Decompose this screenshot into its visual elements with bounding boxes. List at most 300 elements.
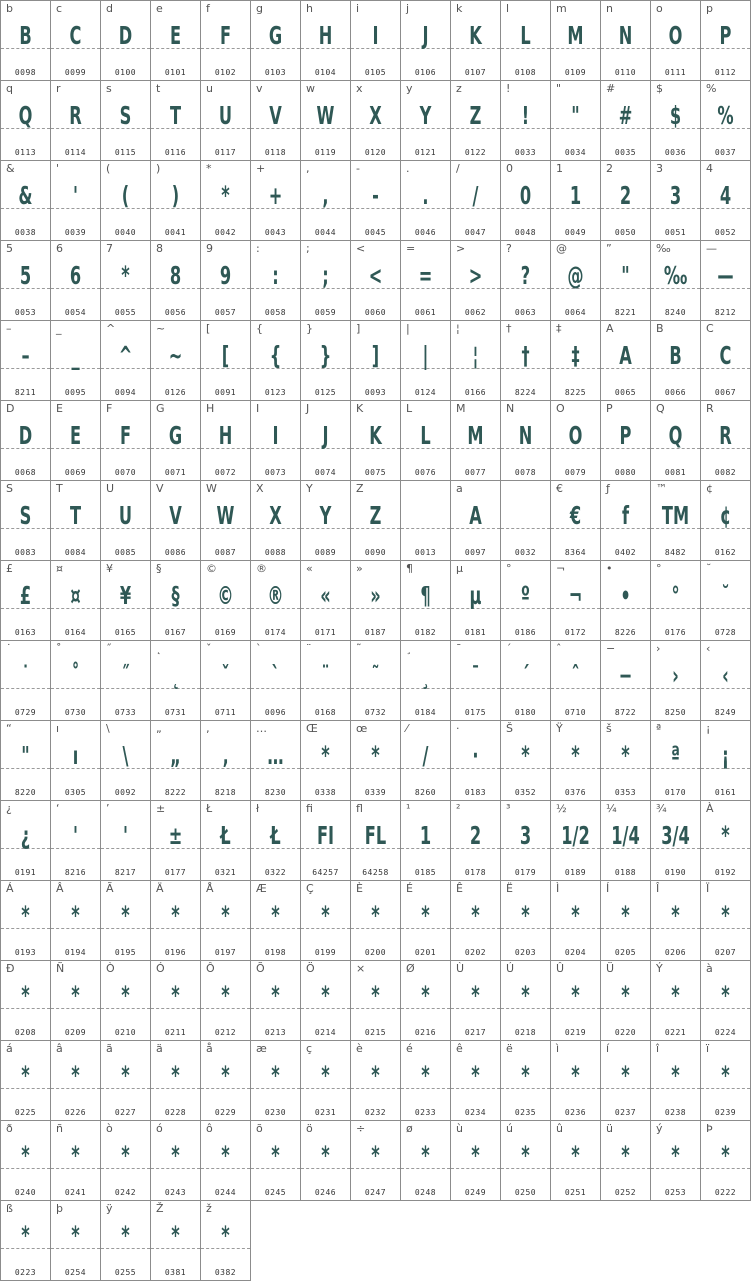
glyph-cell[interactable]	[200, 480, 251, 561]
glyph-cell[interactable]	[650, 560, 701, 641]
glyph-cell[interactable]	[500, 320, 551, 401]
glyph-preview: *	[121, 901, 130, 930]
glyph-cell[interactable]	[50, 960, 101, 1041]
glyph-cell[interactable]	[250, 160, 301, 241]
glyph-cell[interactable]	[350, 240, 401, 321]
glyph-cell[interactable]	[50, 400, 101, 481]
glyph-cell[interactable]	[600, 400, 651, 481]
glyph-preview: *	[571, 901, 580, 930]
glyph-preview: 3	[519, 821, 532, 850]
glyph-cell[interactable]	[700, 560, 751, 641]
glyph-cell[interactable]	[50, 1120, 101, 1201]
glyph-cell[interactable]	[450, 80, 501, 161]
glyph-cell[interactable]	[550, 880, 601, 961]
glyph-cell[interactable]	[0, 160, 51, 241]
glyph-cell[interactable]	[0, 80, 51, 161]
glyph-cell[interactable]	[500, 560, 551, 641]
glyph-cell[interactable]	[700, 80, 751, 161]
glyph-cell[interactable]	[350, 720, 401, 801]
glyph-cell[interactable]	[50, 0, 101, 81]
glyph-cell[interactable]	[50, 1200, 101, 1281]
glyph-cell[interactable]	[50, 720, 101, 801]
glyph-cell[interactable]	[450, 400, 501, 481]
glyph-cell[interactable]	[550, 160, 601, 241]
glyph-cell[interactable]	[450, 0, 501, 81]
glyph-label: ”	[606, 242, 612, 255]
glyph-cell[interactable]	[100, 0, 151, 81]
glyph-cell[interactable]	[400, 1040, 451, 1121]
glyph-cell[interactable]	[50, 240, 101, 321]
glyph-label: U	[106, 482, 115, 495]
glyph-cell[interactable]	[300, 400, 351, 481]
glyph-cell[interactable]	[150, 640, 201, 721]
glyph-cell[interactable]	[250, 1120, 301, 1201]
glyph-cell[interactable]	[150, 320, 201, 401]
glyph-cell[interactable]	[50, 1040, 101, 1121]
glyph-cell[interactable]	[450, 880, 501, 961]
glyph-cell[interactable]	[650, 240, 701, 321]
glyph-cell[interactable]	[200, 240, 251, 321]
glyph-cell[interactable]	[400, 720, 451, 801]
glyph-cell[interactable]	[300, 1040, 351, 1121]
glyph-cell[interactable]	[600, 640, 651, 721]
glyph-cell[interactable]	[450, 720, 501, 801]
glyph-cell[interactable]	[350, 640, 401, 721]
glyph-cell[interactable]	[100, 560, 151, 641]
glyph-code: 8226	[614, 628, 637, 637]
glyph-cell[interactable]	[500, 1120, 551, 1201]
glyph-label: Ú	[506, 962, 515, 975]
glyph-cell[interactable]	[100, 480, 151, 561]
glyph-label: 4	[706, 162, 713, 175]
glyph-cell[interactable]	[50, 320, 101, 401]
glyph-cell[interactable]	[400, 800, 451, 881]
glyph-cell[interactable]	[0, 880, 51, 961]
glyph-cell[interactable]	[500, 480, 551, 561]
glyph-label: —	[706, 242, 717, 255]
glyph-cell[interactable]	[150, 240, 201, 321]
glyph-cell[interactable]	[300, 1120, 351, 1201]
glyph-cell[interactable]	[300, 640, 351, 721]
glyph-cell[interactable]	[350, 160, 401, 241]
glyph-cell[interactable]	[550, 640, 601, 721]
glyph-cell[interactable]	[400, 480, 451, 561]
glyph-cell[interactable]	[350, 560, 401, 641]
glyph-cell[interactable]	[500, 160, 551, 241]
glyph-cell[interactable]	[250, 240, 301, 321]
glyph-cell[interactable]	[350, 400, 401, 481]
glyph-cell[interactable]	[300, 800, 351, 881]
glyph-cell[interactable]	[700, 240, 751, 321]
glyph-cell[interactable]	[350, 0, 401, 81]
glyph-cell[interactable]	[200, 960, 251, 1041]
glyph-cell[interactable]	[200, 880, 251, 961]
glyph-cell[interactable]	[200, 400, 251, 481]
glyph-preview: *	[71, 981, 80, 1010]
glyph-label: L	[406, 402, 413, 415]
glyph-label: Ê	[456, 882, 463, 895]
glyph-preview: »	[370, 581, 381, 610]
glyph-cell[interactable]	[650, 0, 701, 81]
glyph-cell[interactable]	[450, 1040, 501, 1121]
glyph-cell[interactable]	[150, 80, 201, 161]
glyph-cell[interactable]	[450, 560, 501, 641]
glyph-label: s	[106, 82, 112, 95]
glyph-code: 0178	[464, 868, 487, 877]
glyph-cell[interactable]	[550, 480, 601, 561]
glyph-cell[interactable]	[50, 640, 101, 721]
glyph-cell[interactable]	[200, 320, 251, 401]
glyph-cell[interactable]	[650, 80, 701, 161]
glyph-label: ¶	[406, 562, 413, 575]
glyph-cell[interactable]	[300, 160, 351, 241]
glyph-cell[interactable]	[200, 0, 251, 81]
glyph-cell[interactable]	[600, 800, 651, 881]
glyph-cell[interactable]	[100, 720, 151, 801]
glyph-code: 0203	[514, 948, 537, 957]
glyph-cell[interactable]	[50, 160, 101, 241]
glyph-cell[interactable]	[650, 160, 701, 241]
glyph-cell[interactable]	[250, 1040, 301, 1121]
glyph-cell[interactable]	[250, 640, 301, 721]
glyph-label: r	[56, 82, 61, 95]
glyph-code: 0232	[364, 1108, 387, 1117]
glyph-cell[interactable]	[200, 80, 251, 161]
glyph-cell[interactable]	[600, 240, 651, 321]
glyph-label: ÷	[356, 1122, 366, 1135]
glyph-cell[interactable]	[450, 240, 501, 321]
glyph-cell[interactable]	[50, 880, 101, 961]
glyph-cell[interactable]	[600, 560, 651, 641]
glyph-cell[interactable]	[250, 800, 301, 881]
glyph-cell[interactable]	[450, 320, 501, 401]
glyph-cell[interactable]	[400, 880, 451, 961]
glyph-cell[interactable]	[600, 960, 651, 1041]
glyph-cell[interactable]	[0, 0, 51, 81]
glyph-cell[interactable]	[150, 480, 201, 561]
glyph-cell[interactable]	[650, 880, 701, 961]
glyph-label: í	[606, 1042, 610, 1055]
glyph-preview: *	[571, 1141, 580, 1170]
glyph-cell[interactable]	[350, 80, 401, 161]
glyph-cell[interactable]	[100, 800, 151, 881]
glyph-code: 0218	[514, 1028, 537, 1037]
glyph-cell[interactable]	[100, 1120, 151, 1201]
glyph-cell[interactable]	[500, 0, 551, 81]
glyph-cell[interactable]	[250, 880, 301, 961]
glyph-cell[interactable]	[350, 480, 401, 561]
glyph-preview: *	[21, 981, 30, 1010]
glyph-label: ³	[506, 802, 511, 815]
glyph-code: 0732	[364, 708, 387, 717]
glyph-cell[interactable]	[100, 1040, 151, 1121]
glyph-label: ‘	[56, 802, 60, 815]
glyph-cell[interactable]	[700, 1040, 751, 1121]
glyph-cell[interactable]	[550, 400, 601, 481]
glyph-cell[interactable]	[400, 80, 451, 161]
glyph-cell[interactable]	[700, 880, 751, 961]
glyph-cell[interactable]	[700, 320, 751, 401]
glyph-cell[interactable]	[0, 480, 51, 561]
glyph-cell[interactable]	[200, 1040, 251, 1121]
glyph-cell[interactable]	[500, 1040, 551, 1121]
glyph-cell[interactable]	[450, 800, 501, 881]
glyph-label: µ	[456, 562, 463, 575]
glyph-preview: ¶	[420, 581, 431, 610]
glyph-cell[interactable]	[300, 0, 351, 81]
glyph-cell[interactable]	[50, 480, 101, 561]
glyph-cell[interactable]	[100, 320, 151, 401]
glyph-cell[interactable]	[500, 960, 551, 1041]
glyph-preview: 1	[569, 181, 582, 210]
glyph-code: 0115	[114, 148, 137, 157]
glyph-cell[interactable]	[50, 560, 101, 641]
glyph-label: ¥	[106, 562, 113, 575]
glyph-cell[interactable]	[550, 320, 601, 401]
glyph-code: 0094	[114, 388, 137, 397]
glyph-cell[interactable]	[550, 240, 601, 321]
glyph-cell[interactable]	[50, 80, 101, 161]
glyph-cell[interactable]	[400, 640, 451, 721]
glyph-cell[interactable]	[200, 1120, 251, 1201]
glyph-label: ©	[206, 562, 217, 575]
glyph-label: e	[156, 2, 163, 15]
glyph-cell[interactable]	[550, 960, 601, 1041]
glyph-cell[interactable]	[250, 720, 301, 801]
glyph-code: 0238	[664, 1108, 687, 1117]
glyph-cell[interactable]	[250, 400, 301, 481]
glyph-cell[interactable]	[300, 720, 351, 801]
glyph-cell[interactable]	[100, 80, 151, 161]
glyph-cell[interactable]	[500, 720, 551, 801]
glyph-cell[interactable]	[350, 960, 401, 1041]
glyph-cell[interactable]	[450, 480, 501, 561]
glyph-cell[interactable]	[150, 560, 201, 641]
glyph-cell[interactable]	[350, 1040, 401, 1121]
glyph-cell[interactable]	[500, 800, 551, 881]
glyph-code: 0175	[464, 708, 487, 717]
glyph-preview: *	[621, 981, 630, 1010]
glyph-cell[interactable]	[50, 800, 101, 881]
glyph-cell[interactable]	[500, 400, 551, 481]
glyph-cell[interactable]	[100, 240, 151, 321]
glyph-cell[interactable]	[400, 320, 451, 401]
glyph-label: -	[356, 162, 360, 175]
glyph-cell[interactable]	[700, 480, 751, 561]
glyph-label: û	[556, 1122, 563, 1135]
glyph-cell[interactable]	[350, 800, 401, 881]
glyph-preview: *	[621, 1141, 630, 1170]
glyph-cell[interactable]	[600, 880, 651, 961]
glyph-cell[interactable]	[400, 960, 451, 1041]
glyph-cell[interactable]	[550, 80, 601, 161]
glyph-cell[interactable]	[150, 1200, 201, 1281]
glyph-code: 64257	[312, 868, 339, 877]
glyph-cell[interactable]	[650, 960, 701, 1041]
glyph-cell[interactable]	[650, 720, 701, 801]
glyph-preview: *	[171, 1221, 180, 1250]
glyph-code: 0062	[464, 308, 487, 317]
glyph-cell[interactable]	[700, 1120, 751, 1201]
glyph-cell[interactable]	[450, 1120, 501, 1201]
glyph-cell[interactable]	[550, 560, 601, 641]
glyph-cell[interactable]	[150, 880, 201, 961]
glyph-cell[interactable]	[700, 640, 751, 721]
glyph-code: 0118	[264, 148, 287, 157]
glyph-cell[interactable]	[600, 0, 651, 81]
glyph-cell[interactable]	[300, 880, 351, 961]
glyph-code: 0241	[64, 1188, 87, 1197]
glyph-cell[interactable]	[700, 400, 751, 481]
glyph-cell[interactable]	[150, 720, 201, 801]
glyph-cell[interactable]	[300, 960, 351, 1041]
glyph-cell[interactable]	[0, 1120, 51, 1201]
glyph-preview: U	[218, 101, 233, 130]
glyph-label: M	[456, 402, 466, 415]
glyph-cell[interactable]	[150, 800, 201, 881]
glyph-cell[interactable]	[300, 320, 351, 401]
glyph-cell[interactable]	[600, 720, 651, 801]
glyph-code: 8722	[614, 708, 637, 717]
glyph-cell[interactable]	[600, 1040, 651, 1121]
glyph-cell[interactable]	[0, 1040, 51, 1121]
glyph-cell[interactable]	[700, 160, 751, 241]
glyph-cell[interactable]	[650, 480, 701, 561]
glyph-cell[interactable]	[100, 1200, 151, 1281]
glyph-cell[interactable]	[100, 400, 151, 481]
glyph-cell[interactable]	[400, 0, 451, 81]
glyph-cell[interactable]	[100, 960, 151, 1041]
glyph-label: ò	[106, 1122, 113, 1135]
glyph-cell[interactable]	[250, 80, 301, 161]
glyph-cell[interactable]	[0, 320, 51, 401]
glyph-cell[interactable]	[500, 80, 551, 161]
glyph-cell[interactable]	[150, 1040, 201, 1121]
glyph-cell[interactable]	[100, 160, 151, 241]
glyph-cell[interactable]	[350, 320, 401, 401]
glyph-cell[interactable]	[400, 1120, 451, 1201]
glyph-preview: *	[221, 1221, 230, 1250]
glyph-preview: *	[721, 1061, 730, 1090]
glyph-cell[interactable]	[600, 320, 651, 401]
glyph-cell[interactable]	[150, 1120, 201, 1201]
glyph-cell[interactable]	[450, 640, 501, 721]
glyph-cell[interactable]	[200, 560, 251, 641]
glyph-cell[interactable]	[650, 400, 701, 481]
glyph-code: 0382	[214, 1268, 237, 1277]
glyph-code: 0177	[164, 868, 187, 877]
glyph-code: 64258	[362, 868, 389, 877]
glyph-code: 8250	[664, 708, 687, 717]
glyph-cell[interactable]	[500, 880, 551, 961]
glyph-cell[interactable]	[300, 480, 351, 561]
glyph-cell[interactable]	[400, 240, 451, 321]
glyph-cell[interactable]	[0, 720, 51, 801]
glyph-preview: ¯	[471, 661, 480, 690]
glyph-cell[interactable]	[350, 1120, 401, 1201]
glyph-cell[interactable]	[300, 560, 351, 641]
glyph-cell[interactable]	[650, 800, 701, 881]
glyph-cell[interactable]	[450, 960, 501, 1041]
glyph-cell[interactable]	[200, 640, 251, 721]
glyph-cell[interactable]	[250, 560, 301, 641]
glyph-cell[interactable]	[550, 800, 601, 881]
glyph-preview: *	[671, 1141, 680, 1170]
glyph-code: 0176	[664, 628, 687, 637]
glyph-cell[interactable]	[100, 880, 151, 961]
glyph-cell[interactable]	[550, 720, 601, 801]
glyph-cell[interactable]	[600, 160, 651, 241]
glyph-cell[interactable]	[0, 640, 51, 721]
glyph-cell[interactable]	[250, 0, 301, 81]
glyph-label: $	[656, 82, 663, 95]
glyph-cell[interactable]	[200, 160, 251, 241]
glyph-cell[interactable]	[0, 400, 51, 481]
glyph-cell[interactable]	[650, 1120, 701, 1201]
glyph-code: 8260	[414, 788, 437, 797]
glyph-cell[interactable]	[700, 960, 751, 1041]
glyph-cell[interactable]	[600, 480, 651, 561]
glyph-cell[interactable]	[300, 80, 351, 161]
glyph-cell[interactable]	[450, 160, 501, 241]
glyph-cell[interactable]	[200, 800, 251, 881]
glyph-cell[interactable]	[350, 880, 401, 961]
glyph-cell[interactable]	[150, 160, 201, 241]
glyph-code: 0230	[264, 1108, 287, 1117]
glyph-cell[interactable]	[150, 400, 201, 481]
glyph-cell[interactable]	[400, 560, 451, 641]
glyph-cell[interactable]	[150, 960, 201, 1041]
glyph-label: Š	[506, 722, 513, 735]
glyph-label: …	[256, 722, 267, 735]
glyph-cell[interactable]	[650, 640, 701, 721]
glyph-cell[interactable]	[250, 320, 301, 401]
glyph-cell[interactable]	[300, 240, 351, 321]
glyph-cell[interactable]	[0, 240, 51, 321]
glyph-cell[interactable]	[0, 800, 51, 881]
glyph-cell[interactable]	[500, 240, 551, 321]
glyph-cell[interactable]	[550, 1040, 601, 1121]
glyph-cell[interactable]	[400, 160, 451, 241]
glyph-code: 0090	[364, 548, 387, 557]
glyph-cell[interactable]	[650, 320, 701, 401]
glyph-cell[interactable]	[550, 1120, 601, 1201]
glyph-cell[interactable]	[0, 560, 51, 641]
glyph-cell[interactable]	[200, 1200, 251, 1281]
glyph-cell[interactable]	[650, 1040, 701, 1121]
glyph-label: \	[106, 722, 110, 735]
glyph-cell[interactable]	[700, 0, 751, 81]
glyph-cell[interactable]	[600, 80, 651, 161]
glyph-cell[interactable]	[550, 0, 601, 81]
glyph-cell[interactable]	[0, 1200, 51, 1281]
glyph-preview: &	[18, 181, 33, 210]
glyph-cell[interactable]	[250, 480, 301, 561]
glyph-cell[interactable]	[600, 1120, 651, 1201]
glyph-cell[interactable]	[250, 960, 301, 1041]
glyph-cell[interactable]	[700, 800, 751, 881]
glyph-cell[interactable]	[150, 0, 201, 81]
glyph-cell[interactable]	[100, 640, 151, 721]
glyph-cell[interactable]	[400, 400, 451, 481]
glyph-cell[interactable]	[200, 720, 251, 801]
glyph-code: 0083	[14, 548, 37, 557]
glyph-cell[interactable]	[500, 640, 551, 721]
glyph-cell[interactable]	[700, 720, 751, 801]
glyph-label: ½	[556, 802, 567, 815]
glyph-cell[interactable]	[0, 960, 51, 1041]
glyph-code: 0190	[664, 868, 687, 877]
